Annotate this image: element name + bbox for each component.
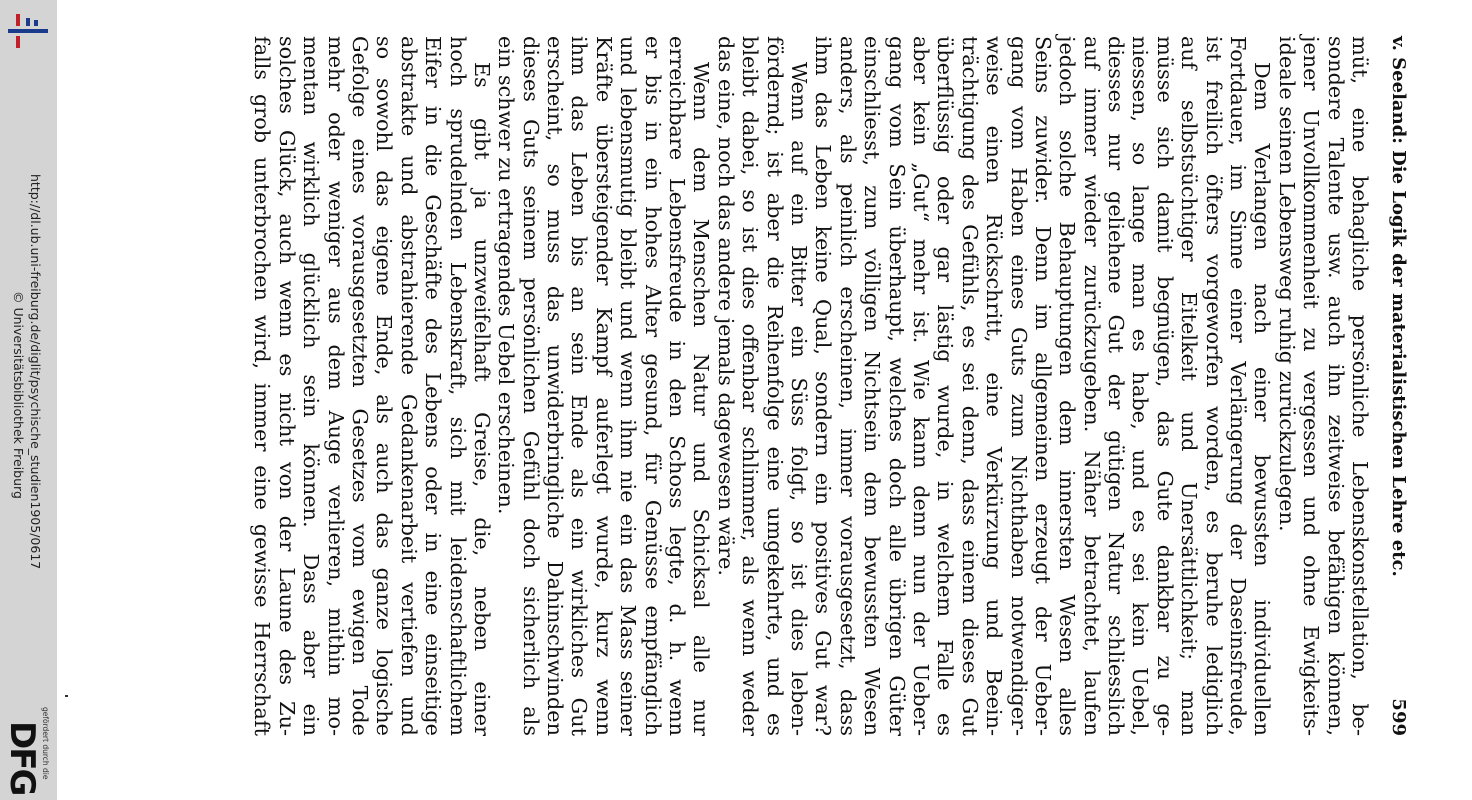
text-line: trächtigung des Gefühls, es sei denn, dass einem dieses Gut [957,36,982,736]
text-line: müt, eine behagliche persönliche Lebenskonstellation, be- [1348,36,1372,736]
text-line: falls grob unterbrochen wird, immer eine gewisse Herrschaft [250,36,275,736]
text-line: diesses nur geliehene Gut der gütigen Natur schliesslich [1104,36,1129,736]
text-line: sondere Talente usw. auch ihn zeitweise befähigen können, [1323,36,1348,736]
text-line: solches Glück, auch wenn es nicht von der Laune des Zu- [274,36,299,736]
text-line: Eifer in die Geschäfte des Lebens oder in eine einseitige [421,36,446,736]
body-text [250,36,1372,736]
text-line: auf immer wieder zurückzugeben. Näher betrachtet, laufen [1079,36,1104,736]
text-line: ihm das Leben bis an sein Ende als ein wirkliches Gut [567,36,592,736]
text-line: dieses Guts seinem persönlichen Gefühl doch sicherlich als [518,36,543,736]
text-line: ihm das Leben keine Qual, sondern ein positives Gut war? [811,36,836,736]
text-line: Seins zuwider. Denn im allgemeinen erzeugt der Ueber- [1030,36,1055,736]
text-line: ein schwer zu ertragendes Uebel erscheinen. [494,36,519,515]
text-line: mehr oder weniger aus dem Auge verlieren, mithin mo- [323,36,348,736]
text-line: ideale seinen Lebensweg ruhig zurückzulegen. [1274,36,1299,532]
dfg-funding-caption: gefördert durch die [41,707,50,780]
viewer-sidebar [0,0,57,800]
text-line: Kräfte übersteigender Kampf auferlegt wurde, kurz wenn [591,36,616,736]
text-line: auf selbstsüchtiger Eitelkeit und Unersättlichkeit; man [1177,36,1202,736]
text-line: jedoch solche Behauptungen dem innersten Wesen alles [1055,36,1080,736]
text-line: ist freilich öfters vorgeworfen worden, es beruhe lediglich [1201,36,1226,736]
dfg-logo-text: DFG [2,721,42,795]
document-url[interactable]: http://dl.ub.uni-freiburg.de/diglit/psychische_studien1905/0617 [28,174,43,570]
text-line: Wenn dem Menschen Natur und Schicksal alle nur [689,62,714,736]
page-number: 599 [1388,698,1409,736]
running-head-title: v. Seeland: Die Logik der materialistischen Lehre etc. [1388,36,1409,577]
copyright-notice: © Universitätsbibliothek Freiburg [11,291,26,499]
text-line: Dem Verlangen nach einer bewussten individuellen [1250,62,1275,736]
text-line: Es gibt ja unzweifelhaft Greise, die, neben einer [469,62,494,736]
text-line: bleibt dabei, so ist dies offenbar schlimmer, als wenn weder [738,36,763,736]
text-line: niessen, so lange man es habe, und es sei kein Uebel, [1128,36,1153,736]
running-head [1386,36,1410,736]
text-line: mentan wirklich glücklich sein können. Dass aber ein [299,36,324,736]
text-line: weise einen Rückschritt, eine Verkürzung und Beein- [982,36,1007,736]
text-line: gang vom Haben eines Guts zum Nichthaben notwendiger- [1006,36,1031,736]
text-line: fördernd; ist aber die Reihenfolge eine umgekehrte, und es [762,36,787,736]
text-line: Fortdauer, im Sinne einer Verlängerung der Daseinsfreude, [1226,36,1251,736]
scan-speck [65,695,68,697]
text-line: erscheint, so muss das unwiderbringliche Dahinschwinden [543,36,568,736]
text-line: einschliesst, zum völligen Nichtsein dem bewussten Wesen [860,36,885,736]
text-line: müsse sich damit begnügen, das Gute dankbar zu ge- [1152,36,1177,736]
text-line: überflüssig oder gar lästig wurde, in welchem Falle es [933,36,958,736]
university-library-logo-icon [4,8,50,54]
text-line: aber kein „Gut“ mehr ist. Wie kann denn nun der Ueber- [908,36,933,736]
text-line: so sowohl das eigene Ende, als auch das ganze logische [372,36,397,736]
text-line: Gefolge eines vorausgesetzten Gesetzes vom ewigen Tode [347,36,372,736]
text-line: jener Unvollkommenheit zu vergessen und ohne Ewigkeits- [1299,36,1324,736]
text-line: abstrakte und abstrahierende Gedankenarbeit vertiefen und [396,36,421,736]
text-line: hoch sprudelnden Lebenskraft, sich mit leidenschaftlichem [445,36,470,736]
text-line: Wenn auf ein Bitter ein Süss folgt, so ist dies leben- [787,62,812,736]
scanned-page [250,36,1410,736]
text-line: anders, als peinlich erscheinen, immer vorausgesetzt, dass [835,36,860,736]
text-line: erreichbare Lebensfreude in den Schoss legte, d. h. wenn [665,36,690,736]
dfg-logo [0,721,52,795]
text-line: er bis in ein hohes Alter gesund, für Genüsse empfänglich [640,36,665,736]
text-line: das eine, noch das andere jemals dagewesen wäre. [713,36,738,577]
text-line: gang vom Sein überhaupt, welches doch alle übrigen Güter [884,36,909,736]
text-line: und lebensmutig bleibt und wenn ihm nie ein das Mass seiner [616,36,641,736]
